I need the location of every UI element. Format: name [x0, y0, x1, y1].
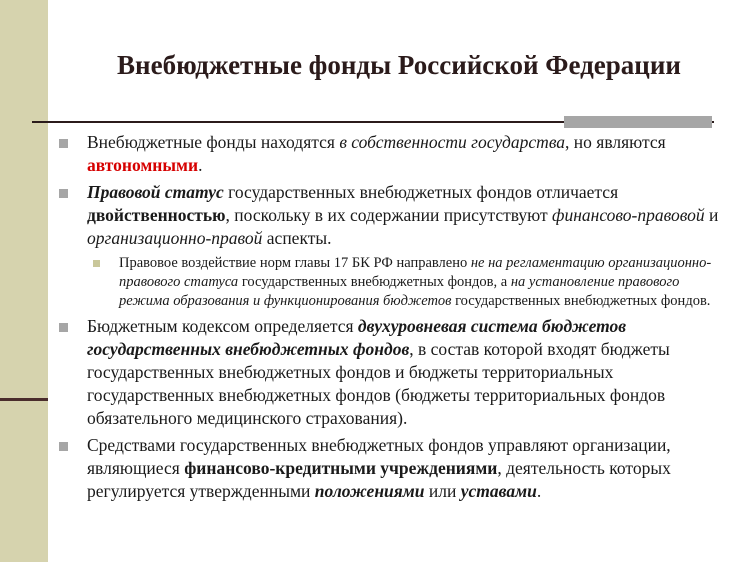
side-band [0, 0, 48, 562]
sub-bullet-text: Правовое воздействие норм главы 17 БК РФ направлено [119, 255, 471, 271]
square-bullet-icon [59, 189, 68, 198]
square-bullet-icon [59, 139, 68, 148]
emphasis-text: на установление правового режима образования и функционирования бюджетов [119, 274, 680, 309]
slide-title: Внебюджетные фонды Российской Федерации [117, 50, 681, 80]
bullet-text: или [424, 481, 461, 501]
emphasis-text: финансово-кредитными учреждениями [184, 458, 498, 478]
emphasis-text: положениями [314, 481, 425, 501]
sub-bullet-chapter-17 [92, 254, 724, 311]
emphasis-text: уставами [460, 481, 537, 501]
bullet-text: , деятельность которых регулируется утвержденными [87, 458, 671, 501]
bullet-text: и [704, 205, 719, 225]
title-accent-bar [564, 116, 712, 128]
emphasis-text: Правовой статус [87, 182, 224, 202]
bullet-legal-status [58, 181, 724, 250]
square-bullet-icon [93, 260, 100, 267]
emphasis-text: организационно-правой [87, 228, 263, 248]
bullet-text: , в состав которой входят бюджеты государственных внебюджетных фондов и бюджеты территориальных государственных внебюджетных фондов (бюджеты территориальных фондов обязательного медицинского страхования). [87, 339, 670, 428]
bullet-text: аспекты. [262, 228, 332, 248]
bullet-fund-management [58, 434, 724, 503]
side-divider [0, 398, 48, 401]
emphasis-text: не на регламентацию организационно-правового статуса [119, 255, 712, 290]
bullet-text: Бюджетным кодексом определяется [87, 316, 358, 336]
bullet-text: Средствами государственных внебюджетных фондов управляют организации, являющиеся [87, 435, 671, 478]
bullet-text: , поскольку в их содержании присутствуют [225, 205, 553, 225]
emphasis-text: финансово-правовой [552, 205, 705, 225]
square-bullet-icon [59, 442, 68, 451]
slide-content [58, 131, 724, 507]
sub-bullet-text: государственных внебюджетных фондов. [451, 293, 711, 309]
emphasis-text: двухуровневая система бюджетов государственных внебюджетных фондов [87, 316, 627, 359]
bullet-text: Внебюджетные фонды находятся [87, 132, 340, 152]
highlight-autonomous: автономными [87, 155, 199, 175]
bullet-text: , но являются [565, 132, 666, 152]
bullet-text: . [198, 155, 203, 175]
emphasis-text: в собственности государства [339, 132, 566, 152]
bullet-ownership [58, 131, 724, 177]
square-bullet-icon [59, 323, 68, 332]
emphasis-text: двойственностью [87, 205, 226, 225]
bullet-budget-code [58, 315, 724, 430]
sub-bullet-text: государственных внебюджетных фондов, а [238, 274, 511, 290]
bullet-text: государственных внебюджетных фондов отличается [223, 182, 619, 202]
bullet-text: . [536, 481, 542, 501]
